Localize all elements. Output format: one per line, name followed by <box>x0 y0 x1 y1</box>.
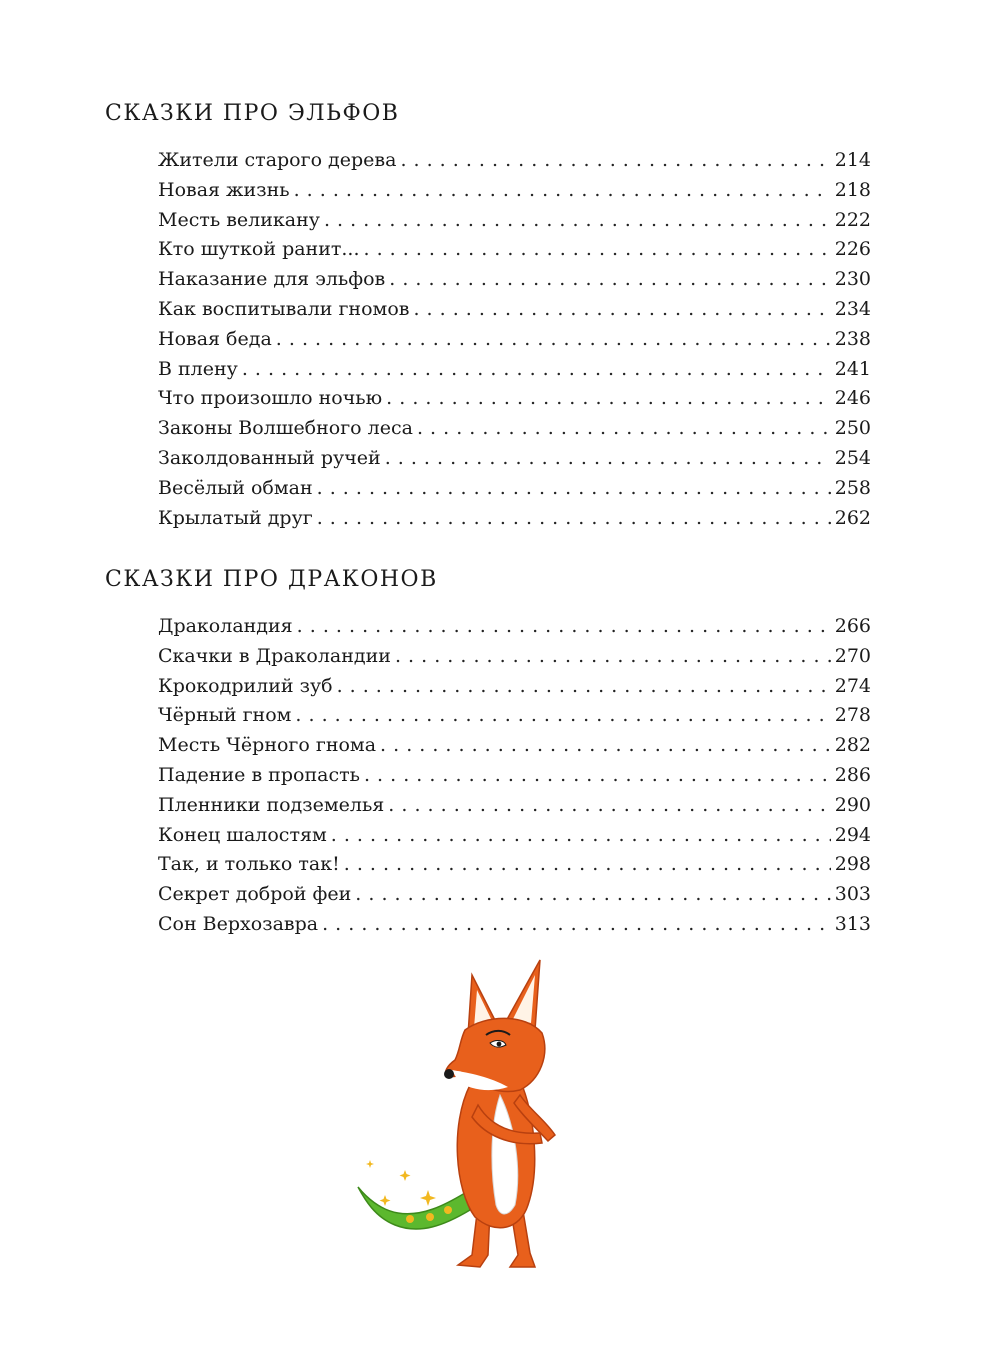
toc-entry[interactable] <box>158 910 871 940</box>
toc-entry[interactable] <box>158 444 871 474</box>
entry-page: 222 <box>834 208 871 231</box>
dot-leader <box>337 672 831 702</box>
entry-page: 266 <box>834 615 871 637</box>
toc-entry[interactable] <box>158 235 871 265</box>
dot-leader <box>295 701 830 731</box>
entry-page: 254 <box>834 446 871 469</box>
entry-page: 241 <box>834 357 871 380</box>
entry-page: 262 <box>834 506 871 529</box>
toc-entry[interactable] <box>158 265 871 295</box>
dot-leader <box>364 235 831 265</box>
entry-page: 246 <box>834 387 871 410</box>
dot-leader <box>388 791 830 821</box>
entry-title: Крылатый друг <box>158 506 313 529</box>
toc-list-dragons <box>158 612 871 940</box>
entry-title: Падение в пропасть <box>158 763 360 786</box>
entry-page: 282 <box>834 734 871 757</box>
dot-leader <box>242 355 831 385</box>
toc-entry[interactable] <box>158 325 871 355</box>
entry-title: Новая беда <box>158 327 272 350</box>
dot-leader <box>364 761 831 791</box>
dot-leader <box>297 612 831 642</box>
entry-title: Весёлый обман <box>158 476 313 499</box>
dot-leader <box>389 265 830 295</box>
entry-title: Как воспитывали гномов <box>158 297 410 320</box>
toc-entry[interactable] <box>158 731 871 761</box>
dot-leader <box>324 206 831 236</box>
section-title-dragons: СКАЗКИ ПРО ДРАКОНОВ <box>105 567 438 592</box>
toc-entry[interactable] <box>158 176 871 206</box>
entry-page: 214 <box>834 149 871 171</box>
entry-page: 294 <box>834 823 871 846</box>
entry-title: Месть Чёрного гнома <box>158 734 377 757</box>
toc-entry[interactable] <box>158 701 871 731</box>
toc-entry[interactable] <box>158 414 871 444</box>
entry-title: Кто шуткой ранит... <box>158 238 360 261</box>
entry-title: Сон Верхозавра <box>158 912 319 935</box>
dot-leader <box>413 295 830 325</box>
entry-title: Законы Волшебного леса <box>158 417 413 440</box>
section-title-elves: СКАЗКИ ПРО ЭЛЬФОВ <box>105 101 400 126</box>
dot-leader <box>386 384 831 414</box>
toc-entry[interactable] <box>158 761 871 791</box>
dot-leader <box>355 880 830 910</box>
entry-page: 278 <box>834 704 871 727</box>
dot-leader <box>331 821 831 851</box>
toc-entry[interactable] <box>158 791 871 821</box>
entry-title: Драколандия <box>158 615 293 637</box>
entry-page: 218 <box>834 178 871 201</box>
entry-page: 238 <box>834 327 871 350</box>
entry-title: Так, и только так! <box>158 853 340 876</box>
dot-leader <box>385 444 831 474</box>
entry-title: Чёрный гном <box>158 704 292 727</box>
entry-page: 226 <box>834 238 871 261</box>
entry-title: Заколдованный ручей <box>158 446 381 469</box>
toc-entry[interactable] <box>158 206 871 236</box>
entry-page: 313 <box>834 912 871 935</box>
entry-title: Наказание для эльфов <box>158 268 386 291</box>
dot-leader <box>395 642 831 672</box>
dot-leader <box>322 910 831 940</box>
toc-entry[interactable] <box>158 504 871 534</box>
toc-entry[interactable] <box>158 384 871 414</box>
entry-title: Что произошло ночью <box>158 387 383 410</box>
toc-entry[interactable] <box>158 355 871 385</box>
toc-list-elves <box>158 146 871 533</box>
entry-title: Скачки в Драколандии <box>158 644 391 667</box>
fox-illustration-icon <box>350 955 590 1275</box>
entry-page: 298 <box>834 853 871 876</box>
dot-leader <box>380 731 831 761</box>
entry-title: Пленники подземелья <box>158 793 385 816</box>
entry-title: Секрет доброй феи <box>158 883 352 906</box>
entry-page: 234 <box>834 297 871 320</box>
toc-entry[interactable] <box>158 880 871 910</box>
dot-leader <box>317 474 831 504</box>
dot-leader <box>344 850 831 880</box>
entry-page: 250 <box>834 417 871 440</box>
entry-title: В плену <box>158 357 238 380</box>
entry-title: Крокодрилий зуб <box>158 674 333 697</box>
entry-title: Месть великану <box>158 208 320 231</box>
toc-entry[interactable] <box>158 672 871 702</box>
entry-title: Новая жизнь <box>158 178 290 201</box>
toc-entry[interactable] <box>158 146 871 176</box>
dot-leader <box>317 504 831 534</box>
entry-page: 270 <box>834 644 871 667</box>
toc-entry[interactable] <box>158 612 871 642</box>
toc-entry[interactable] <box>158 474 871 504</box>
toc-entry[interactable] <box>158 850 871 880</box>
toc-entry[interactable] <box>158 821 871 851</box>
dot-leader <box>294 176 831 206</box>
dot-leader <box>400 146 830 176</box>
entry-page: 290 <box>834 793 871 816</box>
entry-title: Жители старого дерева <box>158 149 397 171</box>
dot-leader <box>417 414 831 444</box>
entry-page: 274 <box>834 674 871 697</box>
toc-entry[interactable] <box>158 642 871 672</box>
entry-page: 258 <box>834 476 871 499</box>
dot-leader <box>276 325 831 355</box>
entry-title: Конец шалостям <box>158 823 327 846</box>
entry-page: 303 <box>834 883 871 906</box>
entry-page: 286 <box>834 763 871 786</box>
toc-entry[interactable] <box>158 295 871 325</box>
entry-page: 230 <box>834 268 871 291</box>
